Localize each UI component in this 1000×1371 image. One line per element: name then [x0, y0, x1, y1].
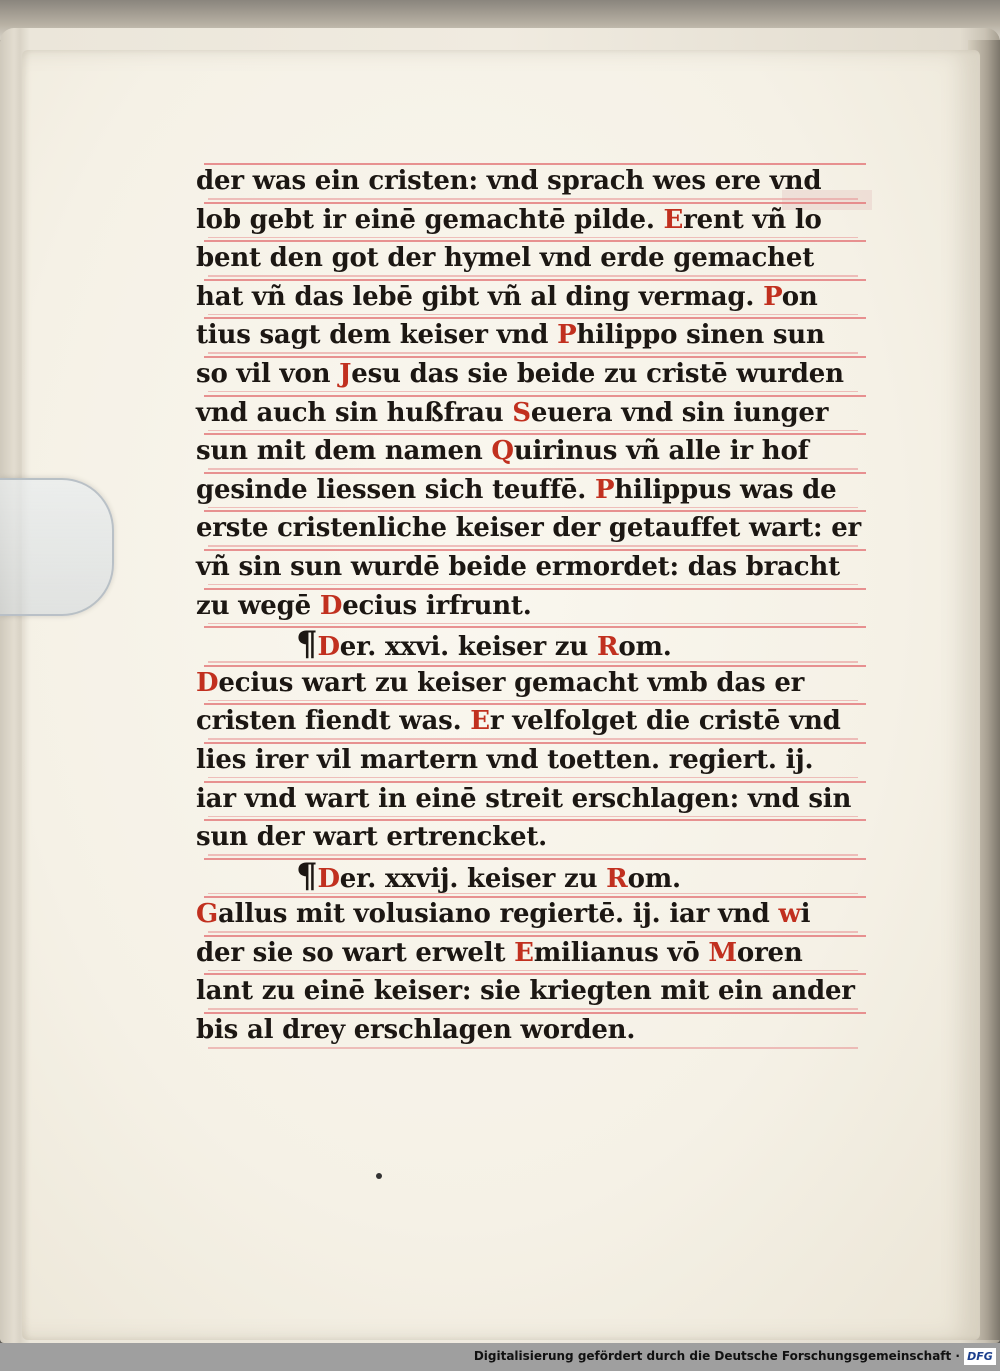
text-line	[196, 201, 866, 240]
red-ruling	[208, 507, 858, 509]
text-run: lies irer vil martern vnd toetten. regiert. ij.	[196, 744, 814, 775]
rubricated-initial: D	[196, 667, 219, 698]
red-ruling	[208, 816, 858, 818]
red-ruling	[204, 240, 866, 242]
red-ruling	[204, 433, 866, 435]
text-line	[196, 316, 866, 355]
red-ruling	[204, 163, 866, 165]
text-run: gesinde liessen sich teuffē.	[196, 474, 595, 505]
page-clip	[0, 478, 114, 616]
text-run: hilippo sinen sun	[576, 320, 825, 351]
text-line	[196, 432, 866, 471]
chapter-heading	[196, 857, 866, 896]
red-ruling	[208, 1047, 858, 1049]
line-text	[196, 899, 810, 929]
text-run: der sie so wart erwelt	[196, 937, 515, 968]
text-run: bent den got der hymel vnd erde gemachet	[196, 243, 815, 274]
text-run: esu das sie beide zu cristē wurden	[351, 358, 844, 389]
text-run: tius sagt dem keiser vnd	[196, 320, 558, 351]
red-ruling	[204, 742, 866, 744]
line-text	[196, 855, 681, 896]
text-run: r velfolget die cristē vnd	[489, 706, 841, 737]
text-run: rent vñ lo	[683, 204, 822, 235]
line-text	[196, 706, 841, 736]
line-text	[196, 166, 821, 196]
text-run: lob gebt ir einē gemachtē pilde.	[196, 204, 664, 235]
text-line	[196, 548, 866, 587]
text-line	[196, 355, 866, 394]
text-run: er. xxvi. keiser zu	[339, 632, 597, 663]
line-text	[196, 745, 813, 775]
red-ruling	[208, 700, 858, 702]
text-run: om.	[618, 632, 672, 663]
text-run: ecius wart zu keiser gemacht vmb das er	[218, 667, 805, 698]
text-run: bis al drey erschlagen worden.	[196, 1015, 636, 1046]
red-ruling	[208, 777, 858, 779]
line-text	[196, 243, 814, 273]
text-line	[196, 278, 866, 317]
red-ruling	[208, 738, 858, 740]
text-line	[196, 972, 866, 1011]
red-ruling	[204, 1012, 866, 1014]
red-ruling	[208, 391, 858, 393]
text-line	[196, 1011, 866, 1050]
dfg-logo: DFG	[964, 1348, 996, 1365]
red-ruling	[208, 314, 858, 316]
text-run: sun der wart ertrencket.	[196, 822, 547, 853]
line-text	[196, 282, 818, 312]
text-line	[196, 239, 866, 278]
red-ruling	[208, 584, 858, 586]
chapter-heading	[196, 625, 866, 664]
text-run: hat vñ das lebē gibt vñ al ding vermag.	[196, 281, 764, 312]
text-line	[196, 780, 866, 819]
text-line	[196, 895, 866, 934]
text-run: allus mit volusiano regiertē. ij. iar vnd	[218, 899, 779, 930]
line-text	[196, 938, 803, 968]
line-text	[196, 591, 532, 621]
text-run: milianus vō	[533, 937, 709, 968]
rubricated-initial: w	[778, 899, 801, 930]
line-text	[196, 509, 861, 548]
text-run: zu wegē	[196, 590, 320, 621]
line-text	[196, 668, 804, 698]
text-run: so vil von	[196, 358, 340, 389]
red-ruling	[204, 819, 866, 821]
red-ruling	[208, 468, 858, 470]
text-run: ecius irfrunt.	[342, 590, 532, 621]
line-text	[196, 552, 840, 582]
text-line	[196, 509, 866, 548]
text-line	[196, 471, 866, 510]
line-text	[196, 1015, 635, 1045]
text-line	[196, 162, 866, 201]
red-ruling	[204, 896, 866, 898]
rubricated-initial: P	[557, 320, 577, 351]
red-ruling	[204, 781, 866, 783]
line-text	[196, 976, 855, 1006]
text-run: lant zu einē keiser: sie kriegten mit ein ander	[196, 976, 855, 1007]
red-ruling	[204, 356, 866, 358]
footer-credit: Digitalisierung gefördert durch die Deutsche Forschungsgemeinschaft ·	[473, 1349, 960, 1363]
red-ruling	[208, 430, 858, 432]
line-text	[196, 359, 844, 389]
text-line	[196, 394, 866, 433]
text-run: er. xxvij. keiser zu	[339, 863, 607, 894]
rubricated-initial: E	[514, 937, 534, 968]
rubricated-initial: E	[663, 204, 684, 235]
red-ruling	[204, 588, 866, 590]
text-run: vñ sin sun wurdē beide ermordet: das bracht	[196, 551, 840, 582]
line-text	[196, 624, 672, 665]
text-line	[196, 934, 866, 973]
text-line	[196, 818, 866, 857]
text-line	[196, 741, 866, 780]
red-ruling	[204, 202, 866, 204]
rubricated-initial: D	[319, 590, 343, 621]
text-run: euera vnd sin iunger	[530, 397, 829, 428]
text-run: sun mit dem namen	[196, 436, 492, 467]
line-text	[196, 475, 836, 505]
rubricated-initial: P	[594, 474, 615, 505]
line-text	[196, 205, 822, 235]
rubricated-initial: M	[708, 937, 737, 968]
red-ruling	[208, 275, 858, 277]
text-run: uirinus vñ alle ir hof	[513, 436, 809, 467]
rubricated-initial: R	[596, 632, 619, 663]
red-ruling	[208, 931, 858, 933]
text-run: der was ein cristen: vnd sprach wes ere vnd	[196, 166, 822, 196]
rubricated-initial: S	[512, 397, 531, 428]
text-run: cristen fiendt was.	[196, 706, 471, 737]
text-run: i	[800, 899, 811, 930]
line-text	[196, 784, 851, 814]
red-ruling	[204, 703, 866, 705]
text-line	[196, 664, 866, 703]
pilcrow-icon: ¶	[296, 855, 318, 896]
text-run: hilippus was de	[614, 474, 837, 505]
rubricated-initial: D	[317, 632, 340, 663]
rubricated-initial: R	[606, 863, 628, 894]
line-text	[196, 822, 547, 852]
text-run: oren	[736, 937, 803, 968]
red-ruling	[204, 935, 866, 937]
red-ruling	[204, 395, 866, 397]
rubricated-initial: Q	[491, 436, 514, 467]
red-ruling	[208, 970, 858, 972]
red-ruling	[204, 279, 866, 281]
red-ruling	[208, 237, 858, 239]
text-run: vnd auch sin hußfrau	[196, 397, 513, 428]
line-text	[196, 436, 809, 466]
page-mark	[376, 1173, 382, 1179]
rubricated-initial: P	[763, 281, 782, 312]
red-ruling	[208, 198, 858, 200]
text-run: iar vnd wart in einē streit erschlagen: vnd sin	[196, 783, 852, 814]
text-run: om.	[627, 863, 681, 894]
line-text	[196, 320, 825, 350]
rubricated-initial: D	[317, 863, 340, 894]
red-ruling	[204, 665, 866, 667]
red-ruling	[208, 1008, 858, 1010]
rubricated-initial: J	[339, 358, 352, 389]
text-line	[196, 587, 866, 626]
text-line	[196, 702, 866, 741]
red-ruling	[208, 352, 858, 354]
red-ruling	[204, 472, 866, 474]
digitization-footer	[0, 1343, 1000, 1371]
pilcrow-icon: ¶	[296, 624, 318, 665]
rubricated-initial: E	[470, 706, 490, 737]
line-text	[196, 398, 828, 428]
rubricated-initial: G	[196, 899, 219, 930]
text-run: on	[781, 281, 818, 312]
text-run: erste cristenliche keiser der getauffet wart: er	[196, 513, 861, 544]
red-ruling	[204, 549, 866, 551]
page-text	[196, 162, 866, 1050]
